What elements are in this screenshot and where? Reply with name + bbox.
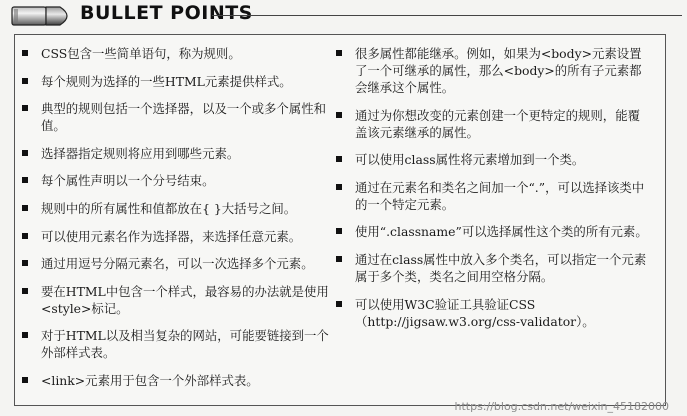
watermark: https://blog.csdn.net/weixin_45182000	[454, 400, 669, 413]
list-item: 很多属性都能继承。例如，如果为<body>元素设置了一个可继承的属性，那么<body>的所有子元素都会继承这个属性。	[355, 45, 651, 96]
square-bullet-icon	[336, 184, 342, 190]
square-bullet-icon	[336, 228, 342, 234]
square-bullet-icon	[22, 260, 28, 266]
list-item: 通过为你想改变的元素创建一个更特定的规则，能覆盖该元素继承的属性。	[355, 107, 651, 141]
list-item: 通过在元素名和类名之间加一个“.”，可以选择该类中的一个特定元素。	[355, 179, 651, 213]
bullet-list-right	[355, 45, 651, 340]
square-bullet-icon	[22, 150, 28, 156]
list-item: 可以使用W3C验证工具验证CSS（http://jigsaw.w3.org/css-validator）。	[355, 296, 651, 330]
list-item: 通过在class属性中放入多个类名，可以指定一个元素属于多个类，类名之间用空格分隔。	[355, 251, 651, 285]
square-bullet-icon	[336, 301, 342, 307]
list-item: 对于HTML以及相当复杂的网站，可能要链接到一个外部样式表。	[41, 327, 337, 361]
section-title: BULLET POINTS	[80, 2, 253, 24]
list-item: 典型的规则包括一个选择器，以及一个或多个属性和值。	[41, 100, 337, 134]
square-bullet-icon	[336, 50, 342, 56]
square-bullet-icon	[22, 177, 28, 183]
list-item: 可以使用元素名作为选择器，来选择任意元素。	[41, 228, 337, 245]
list-item: CSS包含一些简单语句，称为规则。	[41, 45, 337, 62]
square-bullet-icon	[22, 105, 28, 111]
square-bullet-icon	[22, 205, 28, 211]
square-bullet-icon	[22, 288, 28, 294]
title-divider	[212, 15, 682, 16]
list-item: 使用“.classname”可以选择属性这个类的所有元素。	[355, 223, 651, 240]
square-bullet-icon	[22, 78, 28, 84]
list-item: 要在HTML中包含一个样式，最容易的办法就是使用<style>标记。	[41, 283, 337, 317]
bullet-list-left	[41, 45, 337, 400]
bullet-icon	[10, 3, 76, 29]
square-bullet-icon	[22, 377, 28, 383]
list-item: 每个属性声明以一个分号结束。	[41, 172, 337, 189]
list-item: 每个规则为选择的一些HTML元素提供样式。	[41, 73, 337, 90]
square-bullet-icon	[336, 256, 342, 262]
header	[0, 0, 687, 34]
list-item: <link>元素用于包含一个外部样式表。	[41, 372, 337, 389]
list-item: 规则中的所有属性和值都放在{ }大括号之间。	[41, 200, 337, 217]
list-item: 选择器指定规则将应用到哪些元素。	[41, 145, 337, 162]
list-item: 通过用逗号分隔元素名，可以一次选择多个元素。	[41, 255, 337, 272]
bullet-points-box	[14, 34, 666, 406]
square-bullet-icon	[336, 112, 342, 118]
square-bullet-icon	[22, 50, 28, 56]
square-bullet-icon	[336, 156, 342, 162]
list-item: 可以使用class属性将元素增加到一个类。	[355, 151, 651, 168]
square-bullet-icon	[22, 332, 28, 338]
square-bullet-icon	[22, 233, 28, 239]
